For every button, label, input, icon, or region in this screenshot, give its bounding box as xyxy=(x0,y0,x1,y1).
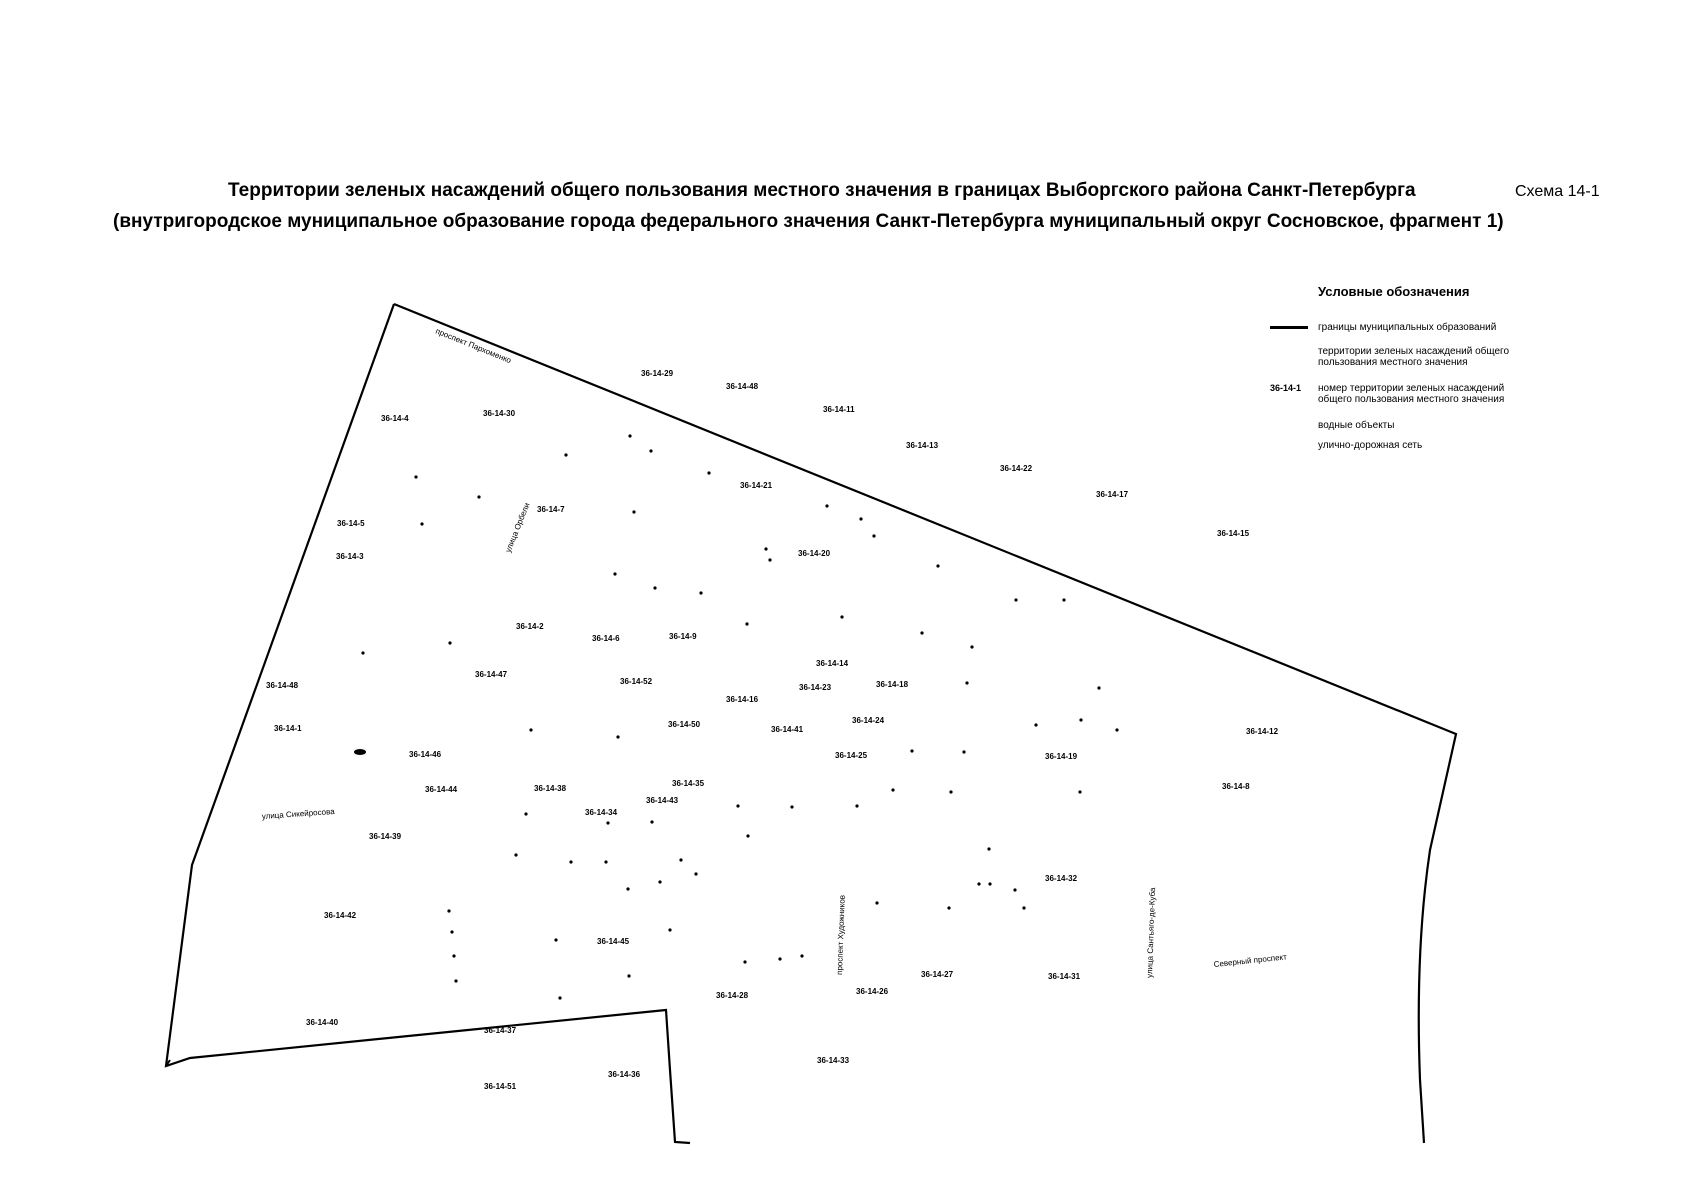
parcel-label: 36-14-26 xyxy=(856,987,889,996)
street-label: улица Сантьяго-де-Куба xyxy=(1145,887,1158,979)
parcel-label: 36-14-5 xyxy=(337,519,365,528)
parcel-marker xyxy=(452,954,455,957)
parcel-marker xyxy=(970,645,973,648)
parcel-label: 36-14-3 xyxy=(336,552,364,561)
parcel-marker xyxy=(554,938,557,941)
parcel-marker xyxy=(745,622,748,625)
parcel-marker xyxy=(626,887,629,890)
parcel-marker xyxy=(529,728,532,731)
parcel-marker xyxy=(606,821,609,824)
parcel-label: 36-14-21 xyxy=(740,481,773,490)
parcel-marker xyxy=(477,495,480,498)
parcel-marker xyxy=(1115,728,1118,731)
parcel-label: 36-14-9 xyxy=(669,632,697,641)
parcel-marker xyxy=(707,471,710,474)
parcel-marker xyxy=(450,930,453,933)
parcel-marker xyxy=(988,882,991,885)
parcel-marker xyxy=(653,586,656,589)
legend-item-text: водные объекты xyxy=(1318,420,1395,431)
parcel-label: 36-14-41 xyxy=(771,725,804,734)
number-symbol: 36-14-1 xyxy=(1270,383,1302,393)
municipal-boundary xyxy=(166,304,1456,1143)
legend-item-text: границы муниципальных образований xyxy=(1318,322,1497,333)
parcel-label: 36-14-17 xyxy=(1096,490,1129,499)
parcel-label: 36-14-28 xyxy=(716,991,749,1000)
parcel-label: 36-14-30 xyxy=(483,409,516,418)
parcel-label: 36-14-43 xyxy=(646,796,679,805)
parcel-label: 36-14-16 xyxy=(726,695,759,704)
parcel-marker xyxy=(936,564,939,567)
parcel-marker xyxy=(987,847,990,850)
parcel-label: 36-14-14 xyxy=(816,659,849,668)
parcel-marker xyxy=(613,572,616,575)
parcel-marker xyxy=(514,853,517,856)
parcel-label: 36-14-48 xyxy=(266,681,299,690)
parcel-marker xyxy=(825,504,828,507)
parcel-label: 36-14-29 xyxy=(641,369,674,378)
parcel-label: 36-14-33 xyxy=(817,1056,850,1065)
parcel-marker xyxy=(632,510,635,513)
parcel-label: 36-14-6 xyxy=(592,634,620,643)
parcel-label: 36-14-12 xyxy=(1246,727,1279,736)
parcel-label: 36-14-46 xyxy=(409,750,442,759)
parcel-label: 36-14-48 xyxy=(726,382,759,391)
parcel-marker xyxy=(790,805,793,808)
parcel-label: 36-14-27 xyxy=(921,970,954,979)
parcel-marker xyxy=(977,882,980,885)
parcel-marker xyxy=(1078,790,1081,793)
parcel-marker xyxy=(768,558,771,561)
parcel-label: 36-14-44 xyxy=(425,785,458,794)
parcel-label: 36-14-42 xyxy=(324,911,357,920)
scheme-number: Схема 14-1 xyxy=(1515,183,1600,200)
parcel-marker xyxy=(564,453,567,456)
parcel-label: 36-14-13 xyxy=(906,441,939,450)
parcel-label: 36-14-32 xyxy=(1045,874,1078,883)
parcel-label: 36-14-45 xyxy=(597,937,630,946)
parcel-marker xyxy=(650,820,653,823)
street-label: улица Сикейросова xyxy=(261,806,335,821)
parcel-label: 36-14-22 xyxy=(1000,464,1033,473)
parcel-marker xyxy=(910,749,913,752)
parcel-marker xyxy=(454,979,457,982)
parcel-marker xyxy=(872,534,875,537)
parcel-marker xyxy=(1097,686,1100,689)
parcel-label: 36-14-47 xyxy=(475,670,508,679)
parcel-label: 36-14-37 xyxy=(484,1026,517,1035)
parcel-label: 36-14-8 xyxy=(1222,782,1250,791)
parcel-label: 36-14-52 xyxy=(620,677,653,686)
parcel-marker xyxy=(628,434,631,437)
map-title-line-2: (внутригородское муниципальное образование города федерального значения Санкт-Петербурга муниципальный округ Сосновское, фрагмент 1) xyxy=(113,211,1504,232)
legend-title: Условные обозначения xyxy=(1318,284,1470,299)
parcel-marker xyxy=(447,909,450,912)
parcel-label: 36-14-11 xyxy=(823,405,855,414)
parcel-marker xyxy=(920,631,923,634)
parcel-marker xyxy=(764,547,767,550)
parcel-marker xyxy=(699,591,702,594)
street-label: Северный проспект xyxy=(1213,952,1288,969)
parcel-label: 36-14-39 xyxy=(369,832,402,841)
parcel-label: 36-14-20 xyxy=(798,549,831,558)
parcel-marker xyxy=(743,960,746,963)
parcel-markers xyxy=(361,434,1118,999)
parcel-marker xyxy=(694,872,697,875)
parcel-label: 36-14-40 xyxy=(306,1018,339,1027)
boundary-line-symbol xyxy=(1270,326,1308,329)
parcel-label: 36-14-51 xyxy=(484,1082,517,1091)
parcel-marker xyxy=(668,928,671,931)
parcel-label: 36-14-35 xyxy=(672,779,705,788)
parcel-marker xyxy=(361,651,364,654)
parcel-marker xyxy=(616,735,619,738)
parcel-marker xyxy=(947,906,950,909)
parcel-marker xyxy=(962,750,965,753)
parcel-label: 36-14-15 xyxy=(1217,529,1250,538)
parcel-marker xyxy=(965,681,968,684)
parcel-marker xyxy=(1014,598,1017,601)
parcel-marker xyxy=(414,475,417,478)
parcel-marker xyxy=(736,804,739,807)
parcel-marker xyxy=(569,860,572,863)
parcel-label: 36-14-34 xyxy=(585,808,618,817)
parcel-marker xyxy=(891,788,894,791)
parcel-label: 36-14-50 xyxy=(668,720,701,729)
parcel-marker xyxy=(800,954,803,957)
parcel-label: 36-14-23 xyxy=(799,683,832,692)
parcel-marker xyxy=(778,957,781,960)
parcel-marker xyxy=(604,860,607,863)
parcel-marker xyxy=(859,517,862,520)
legend-item-text: улично-дорожная сеть xyxy=(1318,440,1423,451)
street-label: улица Орбели xyxy=(503,501,532,554)
parcel-marker xyxy=(627,974,630,977)
parcel-label: 36-14-18 xyxy=(876,680,909,689)
parcel-marker xyxy=(1079,718,1082,721)
legend-item-text: номер территории зеленых насаждений общего пользования местного значения xyxy=(1318,383,1505,405)
parcel-marker xyxy=(649,449,652,452)
legend-item-text: территории зеленых насаждений общего пользования местного значения xyxy=(1318,346,1510,368)
parcel-marker xyxy=(679,858,682,861)
parcel-marker xyxy=(855,804,858,807)
parcel-marker xyxy=(658,880,661,883)
parcel-marker xyxy=(1022,906,1025,909)
parcel-marker xyxy=(875,901,878,904)
street-labels xyxy=(262,327,1288,979)
street-label: проспект Художников xyxy=(835,894,847,976)
parcel-marker xyxy=(746,834,749,837)
parcel-label: 36-14-36 xyxy=(608,1070,641,1079)
parcel-label: 36-14-4 xyxy=(381,414,409,423)
parcel-labels xyxy=(266,369,1279,1091)
parcel-label: 36-14-31 xyxy=(1048,972,1081,981)
parcel-marker xyxy=(524,812,527,815)
parcel-marker xyxy=(1062,598,1065,601)
parcel-label: 36-14-1 xyxy=(274,724,302,733)
parcel-label: 36-14-24 xyxy=(852,716,885,725)
parcel-label: 36-14-25 xyxy=(835,751,868,760)
water-object xyxy=(354,749,366,755)
map-title-text: Территории зеленых насаждений общего пользования местного значения в границах Выборгского района Санкт-Петербурга xyxy=(228,180,1416,201)
parcel-marker xyxy=(558,996,561,999)
parcel-marker xyxy=(1034,723,1037,726)
parcel-label: 36-14-19 xyxy=(1045,752,1078,761)
street-label: проспект Пархоменко xyxy=(434,326,513,366)
parcel-marker xyxy=(448,641,451,644)
parcel-label: 36-14-38 xyxy=(534,784,567,793)
parcel-marker xyxy=(840,615,843,618)
parcel-marker xyxy=(949,790,952,793)
parcel-marker xyxy=(1013,888,1016,891)
parcel-marker xyxy=(420,522,423,525)
parcel-label: 36-14-2 xyxy=(516,622,544,631)
parcel-label: 36-14-7 xyxy=(537,505,565,514)
